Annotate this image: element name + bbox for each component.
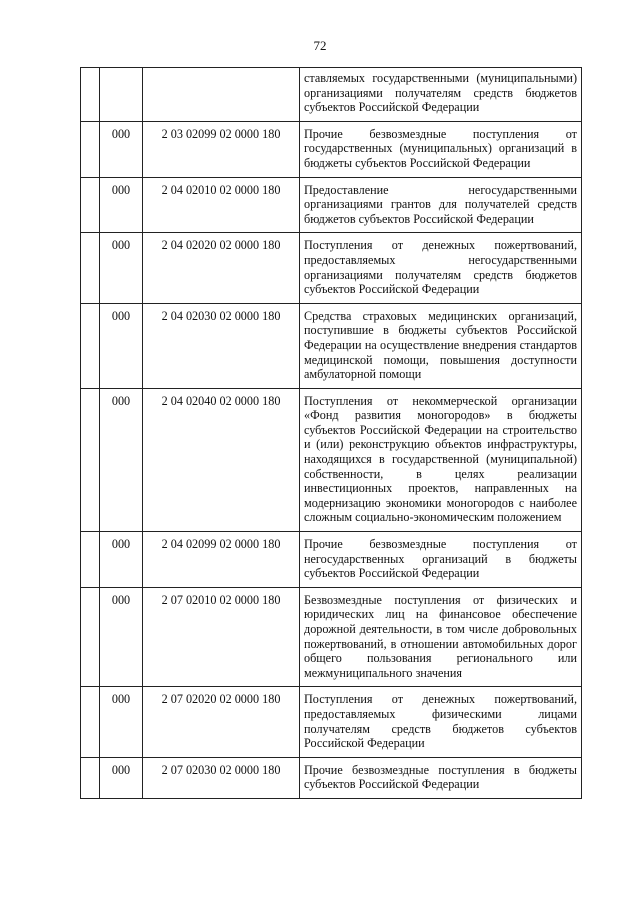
table-row	[81, 532, 582, 588]
budget-classification-table	[80, 67, 582, 799]
table-row	[81, 757, 582, 798]
table-row	[81, 587, 582, 687]
table-row	[81, 177, 582, 233]
blank-cell	[81, 233, 100, 303]
blank-cell	[81, 303, 100, 388]
budget-code-cell: 2 04 02010 02 0000 180	[143, 177, 300, 233]
admin-code-cell: 000	[100, 303, 143, 388]
revenue-name-cell: Средства страховых медицинских организаций, поступившие в бюджеты субъектов Российской Федерации на осуществление внедрения стандартов медицинской помощи, повышения доступности амбулаторной помощи	[300, 303, 582, 388]
table-row	[81, 687, 582, 757]
admin-code-cell: 000	[100, 233, 143, 303]
blank-cell	[81, 68, 100, 122]
admin-code-cell: 000	[100, 388, 143, 531]
admin-code-cell	[100, 68, 143, 122]
table-row	[81, 388, 582, 531]
revenue-name-cell: Поступления от некоммерческой организации «Фонд развития моногородов» в бюджеты субъектов Российской Федерации на строительство и (или) реконструкцию объектов инфраструктуры, находящихся в государственной (муниципальной) собственности, в целях реализации инвестиционных проектов, направленных на модернизацию экономики моногородов с наиболее сложным социально-экономическим положением	[300, 388, 582, 531]
revenue-name-cell: Прочие безвозмездные поступления в бюджеты субъектов Российской Федерации	[300, 757, 582, 798]
revenue-name-cell: ставляемых государственными (муниципальными) организациями получателям средств бюджетов субъектов Российской Федерации	[300, 68, 582, 122]
admin-code-cell: 000	[100, 757, 143, 798]
table-row	[81, 233, 582, 303]
revenue-name-cell: Прочие безвозмездные поступления от государственных (муниципальных) организаций в бюджеты субъектов Российской Федерации	[300, 121, 582, 177]
budget-code-cell: 2 04 02099 02 0000 180	[143, 532, 300, 588]
budget-code-cell: 2 04 02040 02 0000 180	[143, 388, 300, 531]
budget-code-cell: 2 03 02099 02 0000 180	[143, 121, 300, 177]
admin-code-cell: 000	[100, 532, 143, 588]
blank-cell	[81, 687, 100, 757]
blank-cell	[81, 121, 100, 177]
revenue-name-cell: Поступления от денежных пожертвований, предоставляемых негосударственными организациями получателям средств бюджетов субъектов Российской Федерации	[300, 233, 582, 303]
admin-code-cell: 000	[100, 687, 143, 757]
blank-cell	[81, 757, 100, 798]
budget-code-cell: 2 07 02010 02 0000 180	[143, 587, 300, 687]
blank-cell	[81, 587, 100, 687]
revenue-name-cell: Предоставление негосударственными организациями грантов для получателей средств бюджетов субъектов Российской Федерации	[300, 177, 582, 233]
blank-cell	[81, 388, 100, 531]
revenue-name-cell: Поступления от денежных пожертвований, предоставляемых физическими лицами получателям средств бюджетов субъектов Российской Федерации	[300, 687, 582, 757]
blank-cell	[81, 532, 100, 588]
page-number: 72	[313, 38, 327, 53]
table-row	[81, 303, 582, 388]
budget-code-cell: 2 04 02030 02 0000 180	[143, 303, 300, 388]
table-row	[81, 68, 582, 122]
budget-code-cell: 2 04 02020 02 0000 180	[143, 233, 300, 303]
admin-code-cell: 000	[100, 121, 143, 177]
table-row	[81, 121, 582, 177]
admin-code-cell: 000	[100, 177, 143, 233]
revenue-name-cell: Прочие безвозмездные поступления от негосударственных организаций в бюджеты субъектов Российской Федерации	[300, 532, 582, 588]
budget-code-cell: 2 07 02030 02 0000 180	[143, 757, 300, 798]
revenue-name-cell: Безвозмездные поступления от физических и юридических лиц на финансовое обеспечение дорожной деятельности, в том числе добровольных пожертвований, в отношении автомобильных дорог общего пользования регионального или межмуниципального значения	[300, 587, 582, 687]
admin-code-cell: 000	[100, 587, 143, 687]
blank-cell	[81, 177, 100, 233]
budget-code-cell: 2 07 02020 02 0000 180	[143, 687, 300, 757]
budget-code-cell	[143, 68, 300, 122]
